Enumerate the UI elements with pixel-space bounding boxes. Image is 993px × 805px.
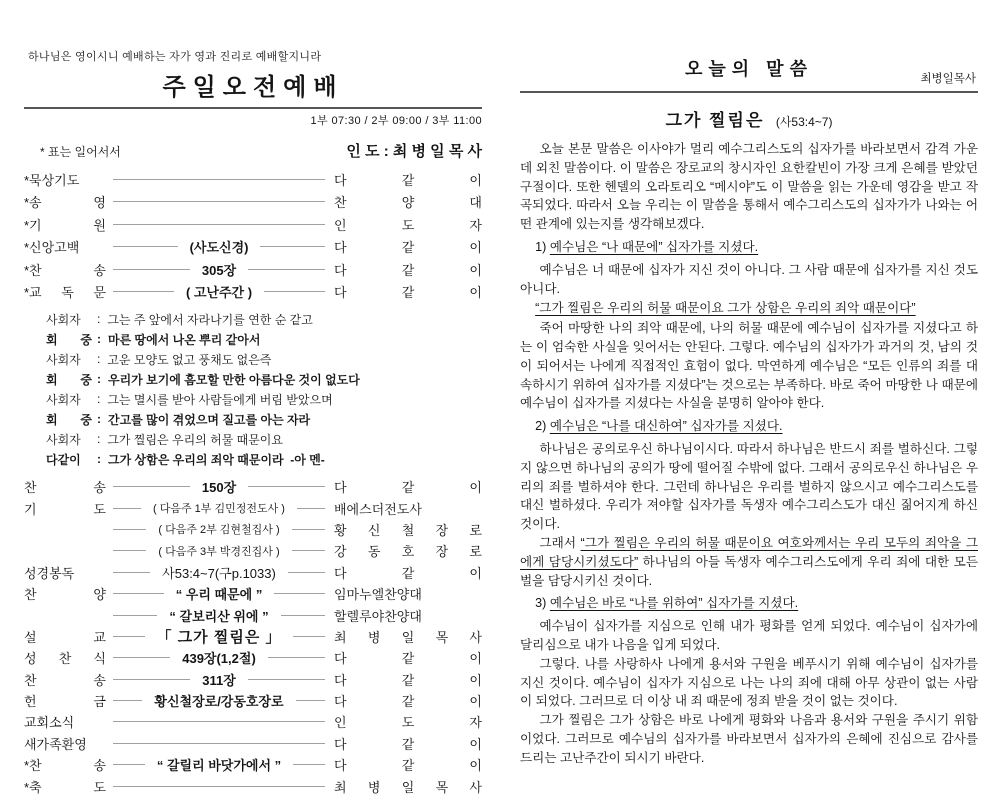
order-item-label: 교회소식	[24, 715, 75, 731]
leader-line-segment	[274, 593, 325, 594]
leader-line	[113, 670, 325, 689]
top-verse: 하나님은 영이시니 예배하는 자가 영과 진리로 예배할지니라	[28, 51, 322, 63]
leader-line-segment	[113, 529, 146, 530]
reading-speaker: 회 중	[46, 332, 92, 347]
leader-line-segment	[113, 508, 141, 509]
leader-line-segment	[268, 657, 325, 658]
presider-name: 인 도 : 최 병 일 목 사	[346, 143, 482, 160]
reading-speaker: 사회자	[46, 432, 81, 447]
reading-speaker: 회 중	[46, 372, 92, 387]
pastor-name: 최병일목사	[920, 73, 976, 85]
order-item-label: *묵상기도	[24, 172, 80, 188]
leader-line	[113, 626, 325, 647]
reading-line	[46, 389, 482, 409]
order-item-label: *축 도	[24, 779, 106, 795]
order-center-text: 150장	[201, 480, 237, 496]
leader-line	[113, 648, 325, 667]
leader-line	[113, 500, 325, 516]
reading-speaker: 사회자	[46, 352, 81, 367]
order-item-label: 기 도	[24, 501, 106, 517]
sermon-scripture-ref: (사53:4~7)	[775, 115, 833, 129]
order-center-text: “ 갈보리산 위에 ”	[169, 608, 269, 624]
reading-colon: :	[97, 452, 101, 466]
order-row	[24, 583, 482, 604]
leader-line-segment	[113, 224, 325, 225]
reading-colon: :	[97, 392, 101, 406]
sermon-paragraph: 죽어 마땅한 나의 죄악 때문에, 나의 허물 때문에 예수님이 십자가를 지셨다고 하는 이 엄숙한 사실을 잊어서는 안된다. 그렇다. 예수님의 십자가가 과거의 것, 남의 것이 되어서는 나에게 직접적인 효험이 없다. 막연하게 예수님은 “모든 인류의 죄를 대속하시기 위하여 십자가를 지셨다”는 것으로는 부족하다. 바로 죽어 마땅한 나 때문에 예수님이 십자가를 지셨다는 사실을 분명히 알아야 한다.	[520, 321, 978, 411]
order-item-label: *기 원	[24, 217, 106, 233]
sermon-paragraph: 예수님은 너 때문에 십자가 지신 것이 아니다. 그 사람 때문에 십자가를 지신 것도 아니다.	[520, 262, 978, 296]
sermon-heading	[520, 417, 978, 436]
order-performer: 찬 양 대	[334, 195, 482, 211]
sermon-title: 그가 찔림은	[665, 111, 765, 130]
reading-line	[46, 429, 482, 449]
sermon-paragraph: 예수님이 십자가를 지심으로 인해 내가 평화를 얻게 되었다. 예수님이 십자가에 달리심으로 내가 나음을 입게 되었다.	[520, 619, 978, 652]
leader-line-segment	[113, 550, 146, 551]
service-times: 1부 07:30 / 2부 09:00 / 3부 11:00	[310, 115, 482, 127]
leader-line	[113, 755, 325, 774]
reading-colon: :	[97, 352, 101, 366]
underlined-quote: “그가 찔림은 우리의 허물 때문이요 여호와께서는 우리 모두의 죄악을 그에게 담당시키셨도다”	[520, 535, 978, 569]
leader-line-segment	[113, 269, 190, 270]
leader-line-segment	[113, 486, 190, 487]
leader-line	[113, 521, 325, 537]
leader-line	[113, 260, 325, 279]
order-item-label: *찬 송	[24, 758, 106, 774]
leader-line-segment	[113, 291, 174, 292]
order-center-text: ( 다음주 2부 김현철집사 )	[158, 524, 280, 537]
order-row	[24, 754, 482, 775]
reading-text: 우리가 보기에 흠모할 만한 아름다운 것이 없도다	[108, 372, 360, 387]
reading-colon: :	[97, 312, 101, 326]
order-item-label: 설 교	[24, 629, 106, 645]
order-item-label: 찬 송	[24, 480, 106, 496]
order-performer: 다 같 이	[334, 480, 482, 496]
order-item-label: *송 영	[24, 195, 106, 211]
leader-line	[113, 282, 325, 301]
reading-line	[46, 369, 482, 389]
order-center-text: ( 다음주 3부 박경진집사 )	[158, 545, 280, 558]
reading-speaker: 사회자	[46, 392, 81, 407]
leader-line-segment	[292, 550, 325, 551]
leader-line-segment	[113, 593, 164, 594]
underlined-quote: “그가 찔림은 우리의 허물 때문이요 그가 상함은 우리의 죄악 때문이다”	[535, 301, 916, 316]
order-performer: 배에스더전도사	[334, 501, 422, 517]
order-performer: 다 같 이	[334, 736, 482, 752]
order-performer: 다 같 이	[334, 758, 482, 774]
leader-line-segment	[293, 636, 325, 637]
order-row	[24, 497, 482, 518]
order-row	[24, 669, 482, 690]
order-center-text: 305장	[201, 262, 237, 278]
reading-text: 고운 모양도 없고 풍채도 없은즉	[107, 352, 272, 367]
order-performer: 인 도 자	[334, 217, 482, 233]
order-list-1	[24, 168, 482, 303]
sermon-paragraph: 하나님은 공의로우신 하나님이시다. 따라서 하나님은 반드시 죄를 벌하신다. 그렇지 않으면 하나님의 공의가 땅에 떨어질 수밖에 없다. 그래서 공의로우신 하나님은 우리의 죄를 벌하셔야 한다. 그런데 하나님은 우리를 벌하지 않으시고 예수그리스도를 대신 벌하셨다. 우리가 져야할 십자가를 독생자 예수그리스도가 대신 짊어지게 하신 것이다.	[520, 441, 978, 532]
reading-line	[46, 409, 482, 429]
leader-line-segment	[113, 679, 190, 680]
reading-colon: :	[97, 372, 101, 386]
leader-line-segment	[113, 201, 325, 202]
title-rule	[520, 91, 978, 93]
leader-line-segment	[113, 721, 325, 722]
leader-line-segment	[248, 486, 325, 487]
leader-line	[113, 543, 325, 559]
order-item-label: 찬 양	[24, 587, 106, 603]
leader-line	[113, 179, 325, 180]
leader-line-segment	[113, 246, 178, 247]
order-row	[24, 733, 482, 754]
reading-speaker: 다같이	[46, 452, 81, 467]
reading-colon: :	[97, 412, 101, 426]
order-row	[24, 711, 482, 732]
order-performer: 최 병 일 목 사	[334, 629, 482, 645]
leader-line-segment	[288, 572, 325, 573]
order-performer: 인 도 자	[334, 715, 482, 731]
order-center-text: “ 우리 때문에 ”	[175, 587, 263, 603]
order-row	[24, 540, 482, 561]
order-row	[24, 236, 482, 259]
leader-line	[113, 224, 325, 225]
leader-line-segment	[293, 764, 325, 765]
heading-text: 예수님은 바로 “나를 위하여” 십자가를 지셨다.	[549, 596, 799, 611]
leader-line-segment	[264, 291, 325, 292]
leader-line-segment	[297, 508, 325, 509]
sermon-column	[520, 54, 978, 768]
order-item-label: 찬 송	[24, 672, 106, 688]
leader-line	[113, 584, 325, 603]
order-row	[24, 626, 482, 647]
heading-text: 예수님은 “나 때문에” 십자가를 지셨다.	[549, 239, 759, 254]
heading-number: 3)	[535, 596, 550, 611]
sermon-header	[520, 54, 978, 86]
order-performer: 최 병 일 목 사	[334, 779, 482, 795]
order-item-label: 성 찬 식	[24, 651, 106, 667]
leader-line	[113, 691, 325, 710]
leader-line-segment	[113, 179, 325, 180]
sermon-paragraph: 그렇다. 나를 사랑하사 나에게 용서와 구원을 베푸시기 위해 예수님이 십자가를 지신 것이다. 예수님이 십자가 지심으로 나는 나의 죄에 대해 아무 상관이 없는 사람이 되었다. 그러므로 더 이상 내 죄 때문에 정죄 받을 것이 없는 것이다.	[520, 656, 978, 709]
worship-title: 주일오전예배	[162, 74, 344, 101]
heading-number: 2)	[535, 419, 550, 434]
leader-line	[113, 563, 325, 582]
title-rule	[24, 107, 482, 109]
order-item-label: *신앙고백	[24, 240, 80, 256]
order-center-text: “ 갈릴리 바닷가에서 ”	[156, 758, 282, 774]
leader-line	[113, 606, 325, 625]
order-center-text: 사53:4~7(구p.1033)	[162, 565, 276, 581]
sermon-quote	[520, 299, 978, 318]
order-item-label: 헌 금	[24, 694, 106, 710]
leader-line-segment	[113, 786, 325, 787]
order-row	[24, 690, 482, 711]
order-center-text: (사도신경)	[189, 240, 249, 256]
reading-line	[46, 349, 482, 369]
order-list-2	[24, 476, 482, 797]
heading-number: 1)	[535, 239, 550, 254]
leader-line-segment	[281, 615, 325, 616]
leader-line-segment	[113, 700, 142, 701]
leader-line-segment	[248, 679, 325, 680]
leader-line	[113, 721, 325, 722]
order-performer: 다 같 이	[334, 172, 482, 188]
paragraph-text: 그래서	[539, 535, 581, 550]
order-row	[24, 258, 482, 281]
sermon-body	[520, 140, 978, 768]
leader-line	[113, 786, 325, 787]
order-center-text: 황신철장로/강동호장로	[154, 694, 284, 710]
reading-text: 그는 주 앞에서 자라나기를 연한 순 같고	[107, 312, 313, 327]
word-title: 오늘의 말씀	[685, 59, 813, 79]
reading-text: 마른 땅에서 나온 뿌리 같아서	[108, 332, 261, 347]
order-item-label: 새가족환영	[24, 736, 87, 752]
order-row	[24, 213, 482, 236]
order-performer: 할렐루야찬양대	[334, 608, 422, 624]
reading-colon: :	[97, 432, 101, 446]
reading-text: 그는 멸시를 받아 사람들에게 버림 받았으며	[107, 392, 333, 407]
order-performer: 다 같 이	[334, 262, 482, 278]
order-row	[24, 562, 482, 583]
leader-line	[113, 201, 325, 202]
order-row	[24, 191, 482, 214]
sermon-heading	[520, 594, 978, 613]
reading-text: 그가 상함은 우리의 죄악 때문이라 -아 멘-	[108, 452, 325, 467]
sermon-title-row	[520, 106, 978, 131]
leader-line-segment	[260, 246, 325, 247]
leader-line-segment	[292, 529, 325, 530]
leader-line-segment	[113, 615, 157, 616]
order-row	[24, 168, 482, 191]
reading-text: 그가 찔림은 우리의 허물 때문이요	[107, 432, 283, 447]
reading-line	[46, 309, 482, 329]
order-row	[24, 604, 482, 625]
order-item-label: *교 독 문	[24, 285, 106, 301]
order-performer: 다 같 이	[334, 651, 482, 667]
reading-speaker: 회 중	[46, 412, 92, 427]
leader-line	[113, 743, 325, 744]
leader-line-segment	[113, 572, 150, 573]
sermon-heading	[520, 238, 978, 257]
stand-note: * 표는 일어서서	[40, 145, 121, 159]
order-performer: 다 같 이	[334, 240, 482, 256]
leader-line	[113, 237, 325, 256]
order-row	[24, 519, 482, 540]
heading-text: 예수님은 “나를 대신하여” 십자가를 지셨다.	[549, 419, 783, 434]
paragraph-text: 하나님의 아들 독생자 예수그리스도에게 우리 죄에 대한 모든 벌을 담당시키신 것이다.	[520, 554, 978, 588]
order-center-text: ( 고난주간 )	[185, 285, 253, 301]
order-item-label: 성경봉독	[24, 565, 75, 581]
order-performer: 임마누엘찬양대	[334, 587, 422, 603]
worship-order-column	[24, 48, 482, 797]
leader-line-segment	[113, 743, 325, 744]
leader-line-segment	[113, 764, 145, 765]
order-row	[24, 647, 482, 668]
reading-text: 간고를 많이 겪었으며 질고를 아는 자라	[108, 412, 311, 427]
order-item-label: *찬 송	[24, 262, 106, 278]
order-row	[24, 476, 482, 497]
order-performer: 다 같 이	[334, 694, 482, 710]
leader-line-segment	[248, 269, 325, 270]
responsive-reading	[46, 309, 482, 469]
reading-speaker: 사회자	[46, 312, 81, 327]
sermon-paragraph: 그가 찔림은 그가 상함은 바로 나에게 평화와 나음과 용서와 구원을 주시기 위함이었다. 그러므로 예수님의 십자가를 바라보면서 십자가의 은혜에 진심으로 감사를 드리는 고난주간이 되시기 바란다.	[520, 713, 978, 765]
reading-line	[46, 449, 482, 469]
presider-row	[24, 140, 482, 161]
order-performer: 다 같 이	[334, 285, 482, 301]
order-center-text: 439장(1,2절)	[182, 651, 256, 667]
order-row	[24, 281, 482, 304]
leader-line-segment	[296, 700, 325, 701]
order-performer: 다 같 이	[334, 565, 482, 581]
sermon-paragraph	[520, 534, 978, 590]
order-row	[24, 775, 482, 796]
order-performer: 강 동 호 장 로	[334, 544, 482, 560]
order-center-text: ( 다음주 1부 김민정전도사 )	[153, 503, 285, 516]
leader-line-segment	[113, 657, 170, 658]
order-center-text: 「 그가 찔림은 」	[156, 628, 282, 646]
reading-line	[46, 329, 482, 349]
reading-colon: :	[97, 332, 101, 346]
leader-line	[113, 477, 325, 496]
order-performer: 황 신 철 장 로	[334, 522, 482, 538]
order-performer: 다 같 이	[334, 672, 482, 688]
sermon-paragraph: 오늘 본문 말씀은 이사야가 멀리 예수그리스도의 십자가를 바라보면서 감격 가운데 외친 말씀이다. 이 말씀은 장로교의 창시자인 요한칼빈이 가장 크게 은혜를 받았던 구절이다. 또한 헨델의 오라토리오 “메시야”도 이 말씀을 읽는 가운데 영감을 받고 작곡되었다. 따라서 오늘 우리는 이 말씀을 통해서 예수그리스도의 십자가가 나와는 어떤 관계에 있는지를 생각해보겠다.	[520, 142, 978, 232]
leader-line-segment	[113, 636, 145, 637]
order-center-text: 311장	[202, 672, 236, 688]
